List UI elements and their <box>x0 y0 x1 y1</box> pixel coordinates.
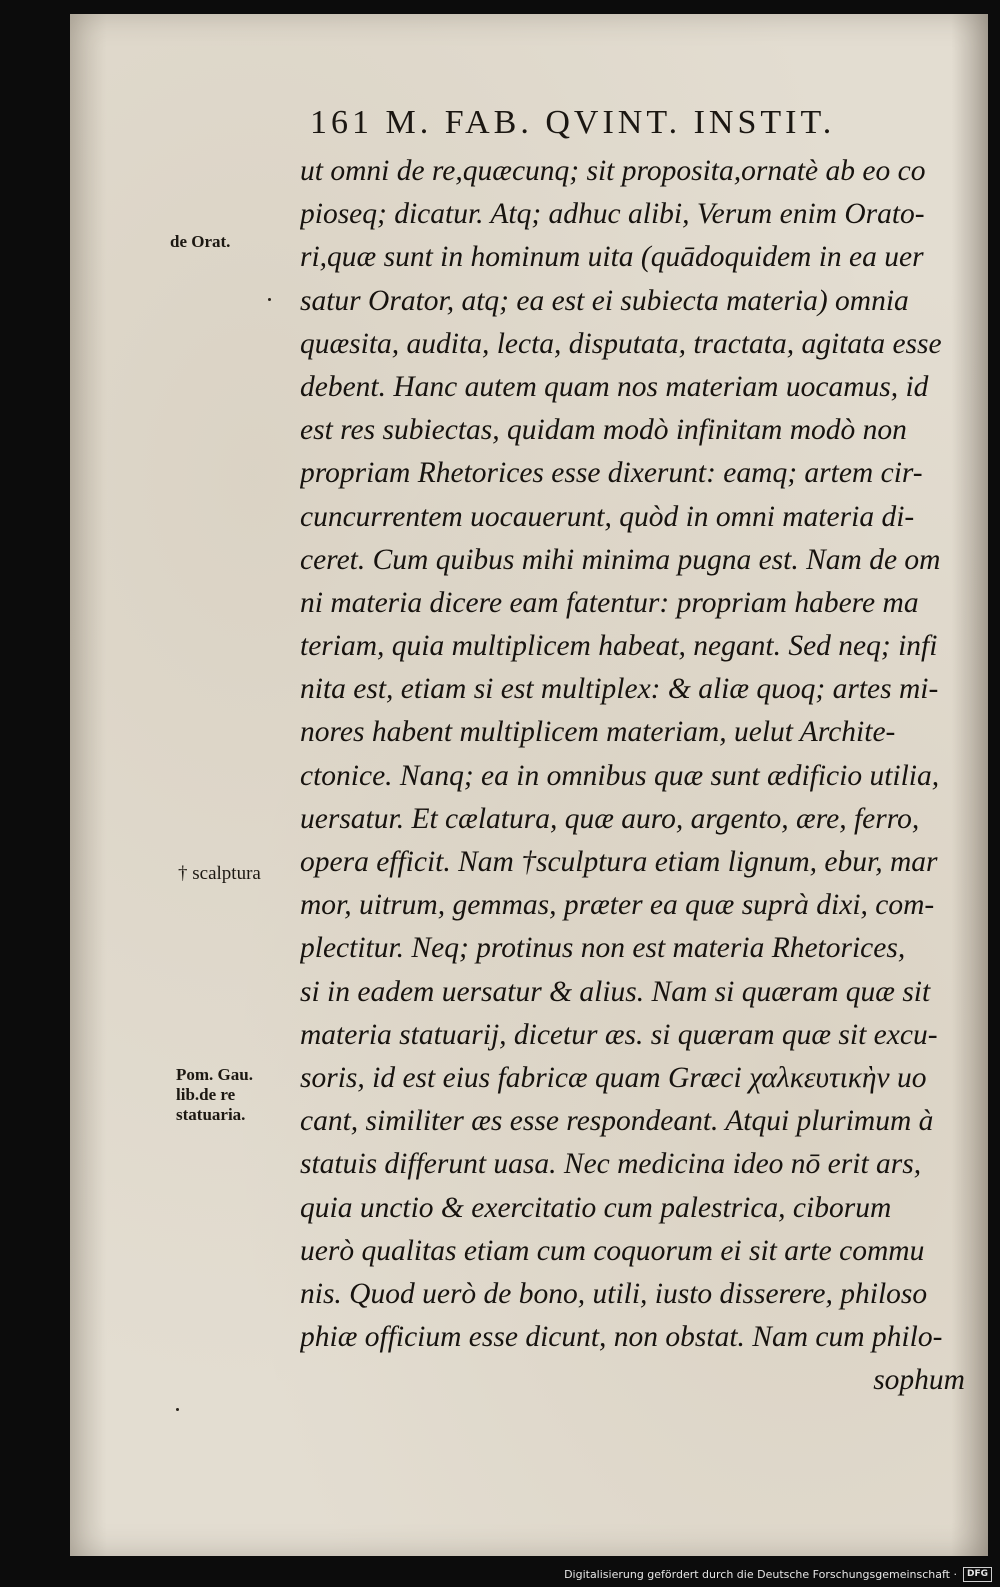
text-line: materia statuarij, dicetur æs. si quæram quæ sit excu- <box>300 1018 938 1051</box>
marginal-note-scalptura: † scalptura <box>178 863 261 884</box>
text-line: ceret. Cum quibus mihi minima pugna est. Nam de om <box>300 543 941 576</box>
text-line: quæsita, audita, lecta, disputata, tractata, agitata esse <box>300 327 942 360</box>
text-line: nita est, etiam si est multiplex: & aliæ quoq; artes mi- <box>300 673 939 706</box>
text-line: cant, similiter æs esse respondeant. Atqui plurimum à <box>300 1105 934 1138</box>
text-line: pioseq; dicatur. Atq; adhuc alibi, Verum enim Orato- <box>300 198 925 231</box>
text-line: satur Orator, atq; ea est ei subiecta materia) omnia <box>300 284 909 317</box>
text-line: ctonice. Nanq; ea in omnibus quæ sunt ædificio utilia, <box>300 759 940 792</box>
marginal-note-line: lib.de re <box>176 1085 236 1104</box>
text-line: est res subiectas, quidam modò infinitam modò non <box>300 414 907 447</box>
catchword: sophum <box>873 1364 965 1397</box>
text-line: uersatur. Et cælatura, quæ auro, argento, ære, ferro, <box>300 802 920 835</box>
marginal-note-pom-gau <box>176 1065 306 1125</box>
text-line: mor, uitrum, gemmas, præter ea quæ suprà dixi, com- <box>300 889 935 922</box>
text-line: opera efficit. Nam †sculptura etiam lignum, ebur, mar <box>300 846 938 878</box>
text-line: soris, id est eius fabricæ quam Græci χαλκευτικὴν uo <box>300 1061 927 1094</box>
dfg-logo: DFG <box>963 1567 992 1582</box>
marginal-note-line: statuaria. <box>176 1105 246 1124</box>
text-line: uerò qualitas etiam cum coquorum ei sit arte commu <box>300 1234 925 1267</box>
text-line: propriam Rhetorices esse dixerunt: eamq; artem cir- <box>300 457 923 490</box>
text-line: si in eadem uersatur & alius. Nam si quæram quæ sit <box>300 975 931 1008</box>
body-text <box>300 150 965 1402</box>
text-line: plectitur. Neq; protinus non est materia Rhetorices, <box>300 932 906 965</box>
marginal-note-line: Pom. Gau. <box>176 1065 253 1084</box>
footer-bar <box>564 1563 992 1585</box>
text-line: nores habent multiplicem materiam, uelut Archite- <box>300 716 896 749</box>
text-line: ni materia dicere eam fatentur: propriam habere ma <box>300 586 919 619</box>
running-header: 161 M. FAB. QVINT. INSTIT. <box>310 104 836 141</box>
funding-notice: Digitalisierung gefördert durch die Deutsche Forschungsgemeinschaft · <box>564 1567 957 1581</box>
text-line: statuis differunt uasa. Nec medicina ideo nō erit ars, <box>300 1148 922 1181</box>
ink-speck <box>176 1408 179 1411</box>
marginal-note-de-orat: de Orat. <box>170 232 231 251</box>
text-line: phiæ officium esse dicunt, non obstat. Nam cum philo- <box>300 1321 943 1354</box>
text-line: quia unctio & exercitatio cum palestrica, ciborum <box>300 1191 892 1224</box>
text-line: cuncurrentem uocauerunt, quòd in omni materia di- <box>300 500 915 533</box>
ink-speck <box>268 298 271 301</box>
text-line: ut omni de re,quæcunq; sit proposita,ornatè ab eo co <box>300 155 926 187</box>
text-line: debent. Hanc autem quam nos materiam uocamus, id <box>300 370 929 403</box>
text-line: nis. Quod uerò de bono, utili, iusto disserere, philoso <box>300 1277 928 1310</box>
text-line: ri,quæ sunt in hominum uita (quādoquidem in ea uer <box>300 241 924 274</box>
text-line: teriam, quia multiplicem habeat, negant. Sed neq; infi <box>300 630 938 663</box>
